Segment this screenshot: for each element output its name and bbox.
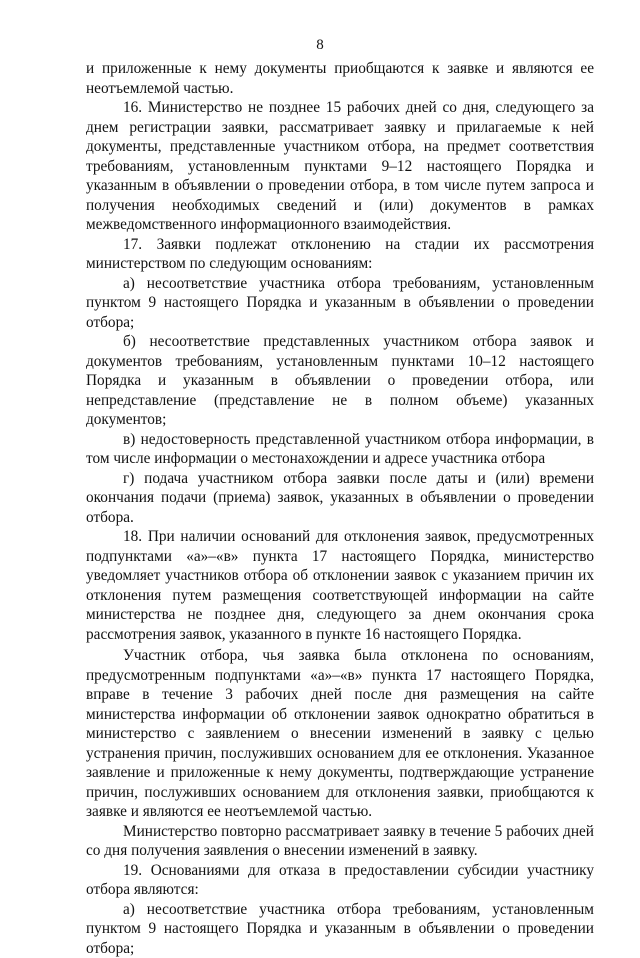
page-number: 8: [0, 36, 640, 54]
paragraph-item-18: 18. При наличии оснований для отклонения заявок, предусмотренных подпунктами «а»–«в» пункта 17 настоящего Порядка, министерство уведомляет участников отбора об отклонении заявок с указанием причин их отклонения путем размещения соответствующей информации на сайте министерства не позднее дня, следующего за днем окончания срока рассмотрения заявок, указанного в пункте 16 настоящего Порядка.: [86, 527, 594, 644]
paragraph-item-17g: г) подача участником отбора заявки после даты и (или) времени окончания подачи (приема) заявок, указанных в объявлении о проведении отбора.: [86, 469, 594, 528]
paragraph-item-16: 16. Министерство не позднее 15 рабочих дней со дня, следующего за днем регистрации заявки, рассматривает заявку и прилагаемые к ней документы, представленные участником отбора, на предмет соответствия требованиям, установленным пунктами 9–12 настоящего Порядка и указанным в объявлении о проведении отбора, в том числе путем запроса и получения необходимых сведений и (или) документов в рамках межведомственного информационного взаимодействия.: [86, 98, 594, 235]
paragraph-item-19a: а) несоответствие участника отбора требованиям, установленным пунктом 9 настоящего Порядка и указанным в объявлении о проведении отбора;: [86, 900, 594, 958]
paragraph-continuation: и приложенные к нему документы приобщаются к заявке и являются ее неотъемлемой частью.: [86, 59, 594, 98]
paragraph-item-17: 17. Заявки подлежат отклонению на стадии их рассмотрения министерством по следующим основаниям:: [86, 235, 594, 274]
paragraph-item-19: 19. Основаниями для отказа в предоставлении субсидии участнику отбора являются:: [86, 861, 594, 900]
paragraph-item-17v: в) недостоверность представленной участником отбора информации, в том числе информации о местонахождении и адресе участника отбора: [86, 430, 594, 469]
paragraph-item-18-review: Министерство повторно рассматривает заявку в течение 5 рабочих дней со дня получения заявления о внесении изменений в заявку.: [86, 822, 594, 861]
paragraph-item-17a: а) несоответствие участника отбора требованиям, установленным пунктом 9 настоящего Порядка и указанным в объявлении о проведении отбора;: [86, 274, 594, 333]
paragraph-item-18-resubmission: Участник отбора, чья заявка была отклонена по основаниям, предусмотренным подпунктами «а»–«в» пункта 17 настоящего Порядка, вправе в течение 3 рабочих дней после дня размещения на сайте министерства информации об отклонении заявок однократно обратиться в министерство с заявлением о внесении изменений в заявку с целью устранения причин, послуживших основанием для ее отклонения. Указанное заявление и приложенные к нему документы, подтверждающие устранение причин, послуживших основанием для отклонения заявки, приобщаются к заявке и являются ее неотъемлемой частью.: [86, 646, 594, 822]
paragraph-item-17b: б) несоответствие представленных участником отбора заявок и документов требованиям, установленным пунктами 10–12 настоящего Порядка и указанным в объявлении о проведении отбора, или непредставление (представление не в полном объеме) указанных документов;: [86, 332, 594, 430]
document-body: [86, 59, 594, 958]
